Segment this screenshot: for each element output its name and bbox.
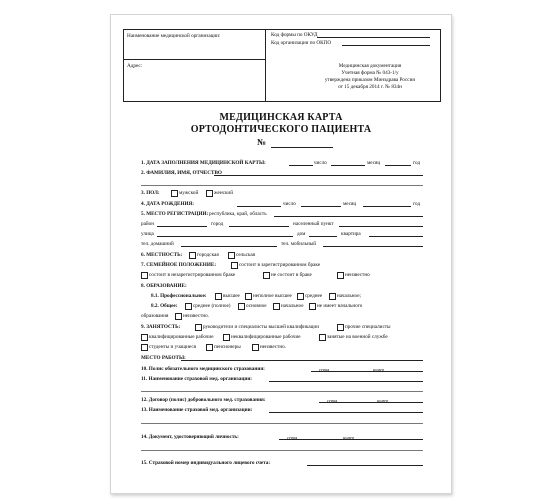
locality-urban-checkbox[interactable] — [189, 252, 196, 259]
city-field[interactable] — [229, 226, 289, 227]
dms-series-caption: серия — [327, 398, 338, 403]
job-pensioners-checkbox[interactable] — [206, 344, 213, 351]
address-label: Адрес: — [127, 63, 143, 69]
marital-unknown-checkbox[interactable] — [337, 272, 344, 279]
field10-label: 10. Полис обязательного медицинского страхования: — [141, 366, 265, 372]
oms-insurer-field[interactable] — [269, 381, 423, 382]
field81-label: 8.1. Профессиональное: — [151, 293, 207, 299]
dms-contract-field[interactable] — [319, 402, 423, 403]
job-unknown-label: неизвестно. — [260, 344, 286, 350]
field4-label: 4. ДАТА РОЖДЕНИЯ: — [141, 201, 195, 207]
job-students-label: студенты и учащиеся — [149, 344, 197, 350]
locality-rural-checkbox[interactable] — [228, 252, 235, 259]
field5-label: 5. МЕСТО РЕГИСТРАЦИИ: — [141, 211, 209, 217]
dms-insurer-extra-line[interactable] — [141, 423, 423, 424]
fill-date-month-field[interactable] — [331, 165, 365, 166]
sex-male-label: мужской — [179, 190, 199, 196]
job-other-specialists-checkbox[interactable] — [337, 324, 344, 331]
field1-label: 1. ДАТА ЗАПОЛНЕНИЯ МЕДИЦИНСКОЙ КАРТЫ: — [141, 160, 266, 166]
snils-field[interactable] — [307, 465, 423, 466]
job-military-label: занятые на военной службе — [327, 334, 388, 340]
oms-insurer-extra-line[interactable] — [141, 391, 423, 392]
sex-male-checkbox[interactable] — [171, 190, 178, 197]
job-unskilled-checkbox[interactable] — [223, 334, 230, 341]
apartment-caption: квартира — [341, 231, 361, 237]
full-name-field[interactable] — [214, 175, 423, 176]
edu-basic-checkbox[interactable] — [238, 303, 245, 310]
card-number-sign: № — [257, 137, 267, 147]
workplace-label: МЕСТО РАБОТЫ: — [141, 355, 186, 361]
edu-unknown-checkbox[interactable] — [175, 313, 182, 320]
birth-day-field[interactable] — [237, 206, 281, 207]
id-series-caption: серия — [287, 435, 298, 440]
marital-unknown-label: неизвестно — [345, 272, 370, 278]
organization-block — [124, 30, 266, 101]
sex-female-label: женский — [214, 190, 233, 196]
locality-rural-label: сельская — [236, 252, 256, 258]
job-military-checkbox[interactable] — [319, 334, 326, 341]
region-field[interactable] — [274, 216, 423, 217]
identity-document-extra-line[interactable] — [141, 450, 423, 451]
edu-none-label: не имеет начального — [317, 303, 363, 309]
workplace-field[interactable] — [181, 360, 423, 361]
job-students-checkbox[interactable] — [141, 344, 148, 351]
home-phone-caption: тел. домашний — [141, 241, 174, 247]
field7-label: 7. СЕМЕЙНОЕ ПОЛОЖЕНИЕ: — [141, 262, 217, 268]
form-header-table — [123, 29, 441, 102]
medical-card-form — [110, 14, 452, 494]
city-caption: город — [211, 221, 224, 227]
oms-number-caption: номер — [373, 367, 385, 372]
birth-year-caption: год — [413, 201, 421, 207]
job-other-specialists-label: прочие специалисты — [345, 324, 391, 330]
card-title-line2: ОРТОДОНТИЧЕСКОГО ПАЦИЕНТА — [190, 124, 372, 135]
okpo-code-field[interactable] — [342, 45, 430, 46]
edu-primary-general-label: начальное — [281, 303, 304, 309]
apartment-field[interactable] — [369, 236, 423, 237]
okud-label: Код формы по ОКУД — [271, 32, 318, 38]
dms-insurer-field[interactable] — [269, 412, 423, 413]
home-phone-field[interactable] — [181, 246, 277, 247]
job-pensioners-label: пенсионеры — [214, 344, 241, 350]
birth-month-field[interactable] — [301, 206, 341, 207]
approved-by: утверждена приказом Минздрава России — [324, 77, 416, 83]
approved-date: от 15 декабря 2014 г. № 834н — [338, 84, 402, 90]
okud-code-field[interactable] — [317, 37, 430, 38]
field11-label: 11. Наименование страховой мед. организации: — [141, 376, 253, 382]
edu-higher-checkbox[interactable] — [215, 293, 222, 300]
job-managers-checkbox[interactable] — [195, 324, 202, 331]
education-word-caption: образования — [141, 313, 169, 319]
birth-day-caption: число — [283, 201, 296, 207]
oms-policy-field[interactable] — [311, 371, 423, 372]
edu-basic-label: основное — [246, 303, 267, 309]
job-unskilled-label: неквалифицированные рабочие — [231, 334, 301, 340]
street-caption: улица — [141, 231, 154, 237]
house-field[interactable] — [309, 236, 337, 237]
edu-secondary-label: среднее — [305, 293, 323, 299]
edu-higher-label: высшее — [223, 293, 240, 299]
job-unknown-checkbox[interactable] — [252, 344, 259, 351]
form-number: Учетная форма № 043-1/у — [341, 70, 399, 76]
mobile-phone-caption: тел. мобильный — [281, 241, 317, 247]
district-field[interactable] — [157, 226, 207, 227]
job-skilled-checkbox[interactable] — [141, 334, 148, 341]
fill-date-day-field[interactable] — [289, 165, 313, 166]
not-married-checkbox[interactable] — [263, 272, 270, 279]
edu-unknown-label: неизвестно. — [183, 313, 209, 319]
field12-label: 12. Договор (полис) добровольного мед. страхования: — [141, 397, 266, 403]
job-skilled-label: квалифицированные рабочие — [149, 334, 214, 340]
birth-month-caption: месяц — [343, 201, 357, 207]
organization-name-cell — [124, 30, 265, 60]
full-name-extra-line[interactable] — [141, 185, 423, 186]
field8-label: 8. ОБРАЗОВАНИЕ: — [141, 283, 187, 289]
settlement-caption: населенный пункт — [293, 221, 334, 227]
married-registered-label: состоит в зарегистрированном браке — [239, 262, 321, 268]
field15-label: 15. Страховой номер индивидуального лицевого счета: — [141, 460, 271, 466]
edu-secondary-full-label: среднее (полное) — [193, 303, 231, 309]
sex-female-checkbox[interactable] — [206, 190, 213, 197]
married-unregistered-checkbox[interactable] — [141, 272, 148, 279]
married-registered-checkbox[interactable] — [231, 262, 238, 269]
edu-secondary-full-checkbox[interactable] — [185, 303, 192, 310]
oms-series-caption: серия — [319, 367, 330, 372]
settlement-field[interactable] — [339, 226, 423, 227]
edu-primary-checkbox[interactable] — [329, 293, 336, 300]
edu-none-checkbox[interactable] — [309, 303, 316, 310]
district-caption: район — [141, 221, 155, 227]
house-caption: дом — [297, 231, 306, 237]
card-title-line1: МЕДИЦИНСКАЯ КАРТА — [219, 112, 343, 123]
married-unregistered-label: состоит в незарегистрированном браке — [149, 272, 236, 278]
field14-label: 14. Документ, удостоверяющий личность: — [141, 434, 239, 440]
id-number-caption: номер — [343, 435, 355, 440]
job-managers-label: руководители и специалисты высшей квалификации — [203, 324, 319, 330]
mobile-phone-field[interactable] — [323, 246, 423, 247]
field3-label: 3. ПОЛ: — [141, 190, 160, 196]
org-name-label: Наименование медицинской организации: — [127, 33, 221, 39]
field2-label: 2. ФАМИЛИЯ, ИМЯ, ОТЧЕСТВО — [141, 170, 222, 176]
not-married-label: не состоит в браке — [271, 272, 312, 278]
edu-secondary-checkbox[interactable] — [297, 293, 304, 300]
locality-urban-label: городская — [197, 252, 219, 258]
dms-number-caption: номер — [377, 398, 389, 403]
day-caption: число — [314, 160, 327, 166]
edu-incomplete-higher-checkbox[interactable] — [245, 293, 252, 300]
edu-primary-general-checkbox[interactable] — [273, 303, 280, 310]
card-number-field[interactable] — [271, 147, 333, 148]
okpo-label: Код организации по ОКПО — [271, 40, 332, 46]
street-field[interactable] — [157, 236, 293, 237]
month-caption: месяц — [367, 160, 381, 166]
field9-label: 9. ЗАНЯТОСТЬ: — [141, 324, 181, 330]
year-caption: год — [413, 160, 421, 166]
region-caption: республика, край, область — [209, 211, 267, 217]
field82-label: 8.2. Общее: — [151, 303, 178, 309]
doc-type: Медицинская документация — [338, 63, 402, 69]
field13-label: 13. Наименование страховой мед. организации: — [141, 407, 253, 413]
edu-incomplete-higher-label: неполное высшее — [253, 293, 292, 299]
fill-date-year-field[interactable] — [385, 165, 411, 166]
birth-year-field[interactable] — [363, 206, 411, 207]
edu-primary-label: начальное; — [337, 293, 361, 299]
field6-label: 6. МЕСТНОСТЬ: — [141, 252, 183, 258]
